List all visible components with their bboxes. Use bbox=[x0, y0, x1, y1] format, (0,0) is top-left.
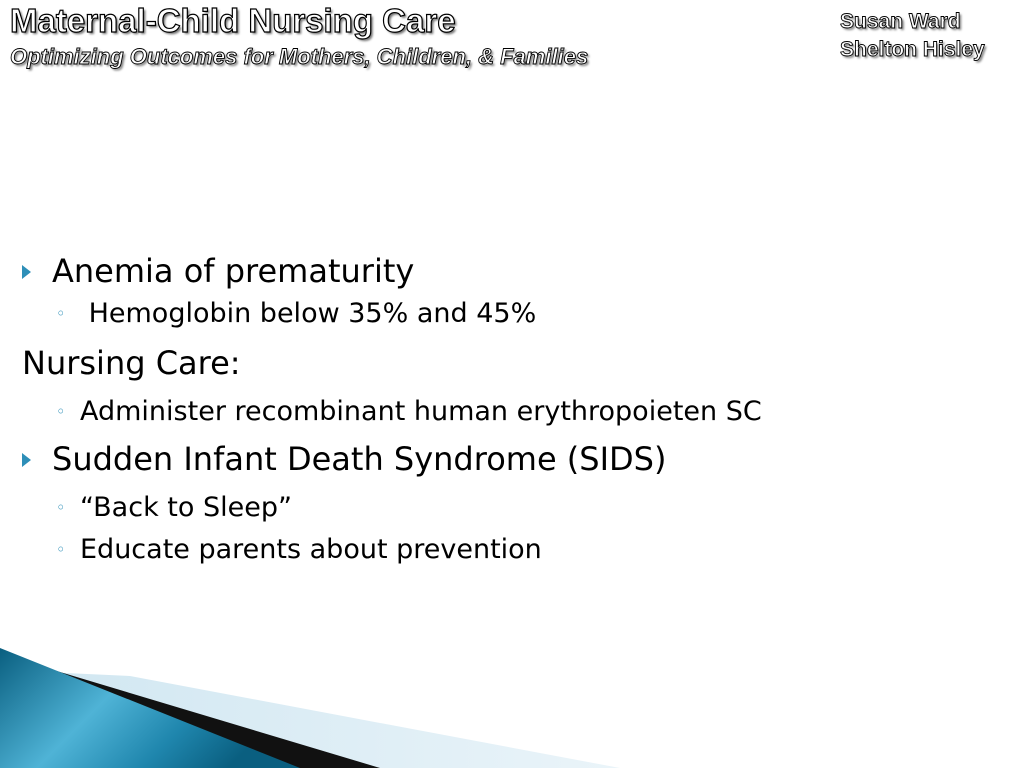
bullet-item bbox=[22, 250, 1002, 292]
sub-bullet-text: Administer recombinant human erythropoieten SC bbox=[80, 396, 762, 427]
authors-block bbox=[840, 8, 985, 64]
author-name: Shelton Hisley bbox=[840, 38, 985, 61]
circle-bullet-icon: ◦ bbox=[56, 498, 66, 517]
circle-bullet-icon: ◦ bbox=[56, 304, 66, 323]
section-heading: Nursing Care: bbox=[22, 344, 241, 382]
slide-subtitle: Optimizing Outcomes for Mothers, Children, & Families bbox=[10, 44, 589, 69]
triangle-bullet-icon bbox=[22, 453, 31, 467]
sub-bullet-item bbox=[22, 528, 1002, 572]
bullet-text: Sudden Infant Death Syndrome (SIDS) bbox=[52, 440, 667, 478]
sub-bullet-text: Educate parents about prevention bbox=[80, 534, 542, 565]
sub-bullet-item bbox=[22, 390, 1002, 434]
decorative-footer-swoosh bbox=[0, 630, 1024, 768]
sub-bullet-item bbox=[22, 486, 1002, 530]
circle-bullet-icon: ◦ bbox=[56, 540, 66, 559]
author-name: Susan Ward bbox=[840, 10, 961, 33]
bullet-text: Anemia of prematurity bbox=[52, 252, 415, 290]
sub-bullet-text: “Back to Sleep” bbox=[80, 492, 292, 523]
triangle-bullet-icon bbox=[22, 265, 31, 279]
slide-title: Maternal-Child Nursing Care bbox=[10, 2, 456, 39]
slide-content bbox=[22, 250, 1002, 572]
sub-bullet-item bbox=[22, 292, 1002, 336]
bullet-item bbox=[22, 438, 1002, 480]
circle-bullet-icon: ◦ bbox=[56, 402, 66, 421]
sub-bullet-text: Hemoglobin below 35% and 45% bbox=[80, 298, 537, 329]
